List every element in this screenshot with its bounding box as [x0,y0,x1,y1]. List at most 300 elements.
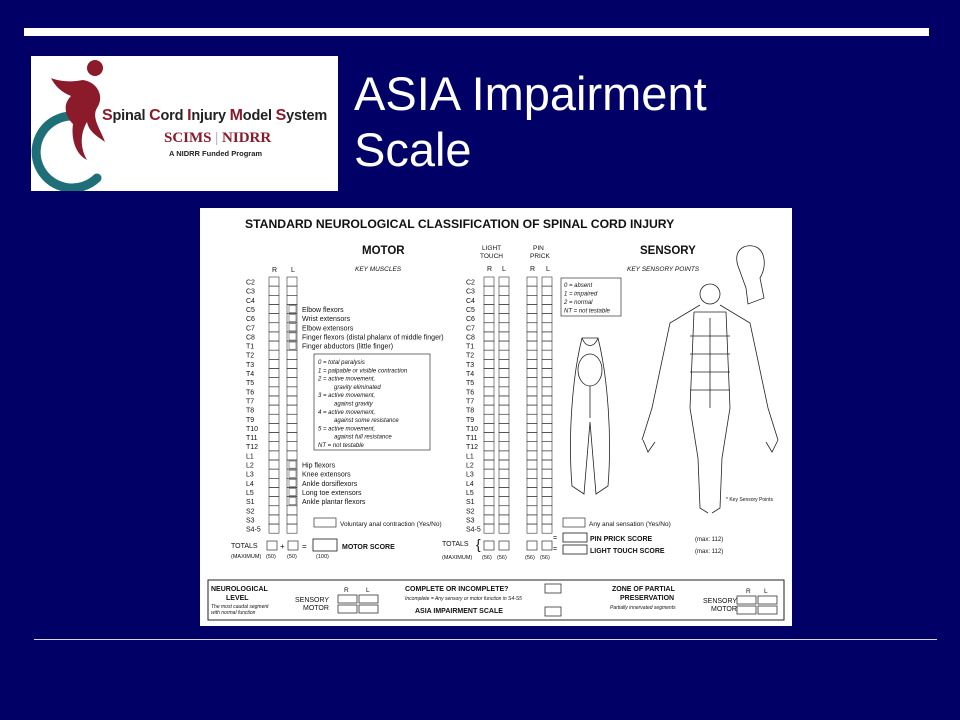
sensory-box-lt-r-c2[interactable] [484,277,494,286]
svg-text:+: + [280,542,285,551]
sensory-box-pp-l-c2[interactable] [542,277,552,286]
neuro-sensory-label: SENSORY [295,597,330,604]
sensory-box-pp-r-l3[interactable] [527,469,537,478]
sensory-box-pp-l-l2[interactable] [542,460,552,469]
sensory-level-t11: T11 [466,435,478,443]
sensory-box-lt-r-c7[interactable] [484,323,494,332]
sensory-box-pp-r-t4[interactable] [527,369,537,378]
sensory-box-lt-r-l5[interactable] [484,487,494,496]
motor-box-r-l1[interactable] [269,451,279,460]
sensory-box-pp-l-t8[interactable] [542,405,552,414]
sensory-box-lt-l-c5[interactable] [499,304,509,313]
motor-level-l4: L4 [246,480,254,488]
motor-box-l-t9[interactable] [287,414,297,423]
lt-total-l-box[interactable] [499,541,509,550]
sensory-box-pp-l-s2[interactable] [542,506,552,515]
sensory-box-lt-l-s3[interactable] [499,515,509,524]
muscle-label-l2: Hip flexors [302,462,336,470]
motor-box-r-c2[interactable] [269,277,279,286]
motor-total-l-box[interactable] [288,541,298,550]
sensory-level-t5: T5 [466,380,475,388]
neuro-l-label: L [366,587,370,594]
sensory-level-t2: T2 [466,352,475,360]
sensory-level-l2: L2 [466,462,474,470]
sensory-box-lt-l-t12[interactable] [499,442,509,451]
motor-level-t12: T12 [246,444,259,452]
sensory-box-lt-r-t9[interactable] [484,414,494,423]
motor-box-l-c6[interactable] [287,314,297,323]
sensory-box-lt-l-c6[interactable] [499,314,509,323]
motor-box-r-s3[interactable] [269,515,279,524]
sensory-box-pp-l-t7[interactable] [542,396,552,405]
anal-contraction-box[interactable] [314,518,336,527]
motor-box-r-t3[interactable] [269,359,279,368]
sensory-box-pp-l-t6[interactable] [542,387,552,396]
motor-level-s1: S1 [246,499,255,507]
anal-sensation-box[interactable] [563,518,585,527]
sensory-box-pp-l-t4[interactable] [542,369,552,378]
sensory-box-lt-r-s1[interactable] [484,497,494,506]
motor-box-r-t10[interactable] [269,423,279,432]
sensory-max-2: (56) [497,555,507,561]
zone-l-label: L [764,588,768,595]
sensory-legend-line-1: 1 = impaired [564,291,598,298]
sensory-level-c2: C2 [466,279,475,287]
motor-level-t2: T2 [246,352,255,360]
asia-scale-label: ASIA IMPAIRMENT SCALE [415,608,503,615]
muscle-box-l4[interactable] [289,479,296,486]
sensory-box-pp-r-t8[interactable] [527,405,537,414]
motor-box-l-t3[interactable] [287,359,297,368]
motor-level-c8: C8 [246,334,255,342]
sensory-box-lt-l-l1[interactable] [499,451,509,460]
sensory-box-lt-l-t7[interactable] [499,396,509,405]
head-profile-figure [737,246,765,304]
motor-grade-line-10: NT = not testable [318,443,364,449]
sensory-box-pp-l-s1[interactable] [542,497,552,506]
form-svg [200,208,792,626]
sensory-box-pp-l-l1[interactable] [542,451,552,460]
sensory-level-t12: T12 [466,444,479,452]
sensory-totals-label: TOTALS [442,541,469,548]
sensory-box-lt-l-t8[interactable] [499,405,509,414]
sensory-box-pp-l-t5[interactable] [542,378,552,387]
lt-col-r: R [487,266,493,273]
top-rule [24,28,929,36]
svg-text:=: = [302,542,307,551]
sensory-level-t6: T6 [466,389,475,397]
sensory-level-c5: C5 [466,306,475,314]
sensory-box-pp-r-s4-5[interactable] [527,524,537,533]
sensory-maximum-label: (MAXIMUM) [442,555,473,561]
complete-incomplete-box[interactable] [545,584,561,593]
sensory-max-1: (56) [482,555,492,561]
sensory-legend-line-2: 2 = normal [564,300,593,306]
sensory-box-lt-l-c8[interactable] [499,332,509,341]
sensory-box-lt-l-s2[interactable] [499,506,509,515]
zone-sensory-label: SENSORY [703,598,738,605]
sensory-box-lt-l-t4[interactable] [499,369,509,378]
sensory-box-pp-l-l5[interactable] [542,487,552,496]
muscle-box-s1[interactable] [289,498,296,505]
light-touch-max: (max: 112) [695,549,724,555]
sensory-box-pp-l-c7[interactable] [542,323,552,332]
pin-prick-max: (max: 112) [695,537,724,543]
zone-motor-r-box[interactable] [737,606,756,614]
motor-level-t6: T6 [246,389,255,397]
motor-box-r-s4-5[interactable] [269,524,279,533]
sensory-box-pp-l-t3[interactable] [542,359,552,368]
sensory-box-pp-r-c4[interactable] [527,295,537,304]
motor-box-l-t1[interactable] [287,341,297,350]
sensory-box-pp-r-s1[interactable] [527,497,537,506]
motor-total-r-box[interactable] [267,541,277,550]
light-touch-score-box[interactable] [563,545,587,554]
motor-box-l-l2[interactable] [287,460,297,469]
sensory-box-lt-l-l3[interactable] [499,469,509,478]
sensory-box-pp-l-c6[interactable] [542,314,552,323]
sensory-box-pp-l-c5[interactable] [542,304,552,313]
motor-title: MOTOR [362,245,405,257]
muscle-box-t1[interactable] [289,342,296,349]
slide-title [354,66,824,178]
motor-grade-line-9: against full resistance [334,434,392,441]
sensory-box-lt-l-t1[interactable] [499,341,509,350]
pin-prick-score-label: PIN PRICK SCORE [590,536,653,543]
sensory-box-lt-l-t11[interactable] [499,433,509,442]
lt-total-r-box[interactable] [484,541,494,550]
motor-box-l-t6[interactable] [287,387,297,396]
sensory-box-pp-l-c8[interactable] [542,332,552,341]
sensory-level-t4: T4 [466,371,475,378]
zone-motor-l-box[interactable] [758,606,777,614]
asia-scale-box[interactable] [545,607,561,616]
key-sensory-points-label: * Key Sensory Points [726,497,773,503]
motor-box-l-c8[interactable] [287,332,297,341]
motor-box-l-t12[interactable] [287,442,297,451]
sensory-box-lt-r-c6[interactable] [484,314,494,323]
motor-box-r-t5[interactable] [269,378,279,387]
sensory-box-lt-l-s4-5[interactable] [499,524,509,533]
sensory-box-pp-r-c5[interactable] [527,304,537,313]
sensory-box-lt-r-t11[interactable] [484,433,494,442]
motor-box-l-t8[interactable] [287,405,297,414]
sensory-box-pp-r-c7[interactable] [527,323,537,332]
sensory-level-c6: C6 [466,316,475,324]
sensory-box-lt-r-s3[interactable] [484,515,494,524]
motor-box-l-c7[interactable] [287,323,297,332]
sensory-box-pp-l-l4[interactable] [542,478,552,487]
motor-score-box[interactable] [313,539,337,551]
motor-box-r-t8[interactable] [269,405,279,414]
motor-box-l-l3[interactable] [287,469,297,478]
sensory-box-lt-l-l4[interactable] [499,478,509,487]
sensory-box-pp-l-t9[interactable] [542,414,552,423]
motor-level-t7: T7 [246,398,255,406]
motor-box-l-s3[interactable] [287,515,297,524]
light-touch-label-1: LIGHT [482,245,502,252]
sensory-box-lt-l-t3[interactable] [499,359,509,368]
sensory-box-lt-r-c5[interactable] [484,304,494,313]
sensory-box-lt-r-s4-5[interactable] [484,524,494,533]
motor-level-c4: C4 [246,297,255,305]
sensory-box-pp-r-t5[interactable] [527,378,537,387]
motor-score-label: MOTOR SCORE [342,544,395,551]
motor-box-r-l4[interactable] [269,478,279,487]
sensory-box-lt-l-c4[interactable] [499,295,509,304]
motor-box-r-t1[interactable] [269,341,279,350]
light-touch-label-2: TOUCH [480,253,503,260]
motor-level-t1: T1 [246,343,255,351]
muscle-label-s1: Ankle plantar flexors [302,499,366,507]
sensory-box-lt-r-t6[interactable] [484,387,494,396]
motor-grade-line-0: 0 = total paralysis [318,360,365,366]
sensory-box-lt-l-l2[interactable] [499,460,509,469]
sensory-box-pp-r-s2[interactable] [527,506,537,515]
neuro-sensory-l-box[interactable] [359,595,378,603]
sensory-box-lt-l-t6[interactable] [499,387,509,396]
pp-col-r: R [530,266,536,273]
pin-prick-score-box[interactable] [563,533,587,542]
sensory-box-lt-r-t5[interactable] [484,378,494,387]
sensory-box-pp-r-c6[interactable] [527,314,537,323]
motor-box-r-t2[interactable] [269,350,279,359]
sensory-box-lt-l-t10[interactable] [499,423,509,432]
sensory-box-lt-r-t7[interactable] [484,396,494,405]
sensory-box-pp-r-l1[interactable] [527,451,537,460]
muscle-label-c8: Finger flexors (distal phalanx of middle finger) [302,334,444,342]
bottom-rule [34,639,937,640]
motor-totals-label: TOTALS [231,543,258,550]
muscle-box-c8[interactable] [289,333,296,340]
motor-subtitle: KEY MUSCLES [355,266,402,273]
sensory-box-pp-r-t9[interactable] [527,414,537,423]
sensory-box-lt-r-c3[interactable] [484,286,494,295]
sensory-box-lt-r-t2[interactable] [484,350,494,359]
motor-box-l-t4[interactable] [287,369,297,378]
motor-grade-line-3: gravity eliminated [334,384,381,391]
sensory-box-pp-l-t1[interactable] [542,341,552,350]
motor-box-l-s1[interactable] [287,497,297,506]
sensory-box-pp-r-t11[interactable] [527,433,537,442]
neuro-motor-r-box[interactable] [338,605,357,613]
sensory-box-lt-r-l2[interactable] [484,460,494,469]
sensory-box-pp-l-c3[interactable] [542,286,552,295]
motor-box-l-t7[interactable] [287,396,297,405]
sensory-box-lt-l-t2[interactable] [499,350,509,359]
sensory-box-pp-l-t2[interactable] [542,350,552,359]
sensory-level-l3: L3 [466,471,474,479]
muscle-label-t1: Finger abductors (little finger) [302,343,394,351]
motor-box-r-s2[interactable] [269,506,279,515]
motor-box-r-c8[interactable] [269,332,279,341]
sensory-level-s4-5: S4-5 [466,526,481,534]
motor-box-r-t4[interactable] [269,369,279,378]
sensory-box-pp-l-t11[interactable] [542,433,552,442]
muscle-box-l3[interactable] [289,470,296,477]
motor-level-c7: C7 [246,325,255,333]
motor-box-r-c5[interactable] [269,304,279,313]
sensory-box-lt-r-l4[interactable] [484,478,494,487]
sensory-box-lt-l-c7[interactable] [499,323,509,332]
sensory-level-t8: T8 [466,407,475,415]
asia-classification-form [200,208,792,626]
sensory-level-l4: L4 [466,480,474,488]
muscle-label-l4: Ankle dorsiflexors [302,480,358,488]
lower-body-dermatome-figure [570,338,609,494]
motor-grade-line-5: against gravity [334,401,373,408]
sensory-box-lt-l-s1[interactable] [499,497,509,506]
wheelchair-figure-icon [31,56,111,191]
sensory-box-pp-r-l5[interactable] [527,487,537,496]
sensory-box-pp-l-c4[interactable] [542,295,552,304]
pin-prick-label-2: PRICK [530,253,550,260]
sensory-box-lt-r-l1[interactable] [484,451,494,460]
muscle-box-c5[interactable] [289,305,296,312]
lt-col-l: L [502,266,506,273]
sensory-level-c3: C3 [466,288,475,296]
motor-box-r-c4[interactable] [269,295,279,304]
sensory-box-pp-r-l2[interactable] [527,460,537,469]
sensory-box-lt-r-t10[interactable] [484,423,494,432]
sensory-level-t3: T3 [466,361,475,369]
muscle-box-c6[interactable] [289,315,296,322]
muscle-label-l5: Long toe extensors [302,489,362,497]
sensory-box-pp-r-t7[interactable] [527,396,537,405]
neuro-level-label-1: NEUROLOGICAL [211,586,268,593]
anal-sensation-label: Any anal sensation (Yes/No) [589,521,671,528]
motor-box-l-s4-5[interactable] [287,524,297,533]
neuro-motor-l-box[interactable] [359,605,378,613]
sensory-box-lt-l-c3[interactable] [499,286,509,295]
motor-box-r-c6[interactable] [269,314,279,323]
sensory-box-lt-r-s2[interactable] [484,506,494,515]
motor-box-l-c3[interactable] [287,286,297,295]
sensory-box-pp-r-t10[interactable] [527,423,537,432]
sensory-box-lt-r-t8[interactable] [484,405,494,414]
sensory-box-lt-r-t4[interactable] [484,369,494,378]
muscle-box-l2[interactable] [289,461,296,468]
motor-box-r-s1[interactable] [269,497,279,506]
sensory-box-pp-r-c3[interactable] [527,286,537,295]
motor-box-l-s2[interactable] [287,506,297,515]
motor-box-l-c5[interactable] [287,304,297,313]
motor-box-r-t7[interactable] [269,396,279,405]
sensory-box-pp-r-l4[interactable] [527,478,537,487]
sensory-box-pp-r-t2[interactable] [527,350,537,359]
svg-text:=: = [553,546,558,553]
motor-box-l-c4[interactable] [287,295,297,304]
motor-level-t11: T11 [246,435,258,443]
zone-label-2: PRESERVATION [620,595,675,602]
pp-col-l: L [546,266,550,273]
sensory-box-pp-r-t3[interactable] [527,359,537,368]
motor-maximum-label: (MAXIMUM) [231,554,262,560]
svg-text:{: { [476,536,481,552]
motor-box-r-t12[interactable] [269,442,279,451]
motor-level-l3: L3 [246,471,254,479]
motor-box-l-l1[interactable] [287,451,297,460]
sensory-box-pp-r-c2[interactable] [527,277,537,286]
complete-incomplete-label: COMPLETE OR INCOMPLETE? [405,586,509,593]
sensory-box-pp-r-s3[interactable] [527,515,537,524]
motor-box-l-t10[interactable] [287,423,297,432]
muscle-label-l3: Knee extensors [302,471,351,479]
motor-box-r-c3[interactable] [269,286,279,295]
sensory-box-lt-r-t1[interactable] [484,341,494,350]
sensory-box-lt-l-t9[interactable] [499,414,509,423]
motor-max-l: (50) [287,554,297,560]
sensory-box-pp-l-s4-5[interactable] [542,524,552,533]
neuro-motor-label: MOTOR [303,605,329,612]
sensory-level-t7: T7 [466,398,475,406]
motor-box-r-t6[interactable] [269,387,279,396]
sensory-level-c7: C7 [466,325,475,333]
zone-sensory-l-box[interactable] [758,596,777,604]
muscle-box-l5[interactable] [289,488,296,495]
zone-sensory-r-box[interactable] [737,596,756,604]
motor-box-l-l4[interactable] [287,478,297,487]
sensory-subtitle: KEY SENSORY POINTS [627,266,700,273]
zone-desc: Partially innervated segments [610,605,676,611]
motor-box-l-l5[interactable] [287,487,297,496]
sensory-box-lt-l-l5[interactable] [499,487,509,496]
sensory-level-t9: T9 [466,416,475,424]
sensory-box-lt-r-t3[interactable] [484,359,494,368]
sensory-box-pp-l-s3[interactable] [542,515,552,524]
sensory-box-pp-r-c8[interactable] [527,332,537,341]
muscle-label-c7: Elbow extensors [302,325,354,333]
neuro-level-label-2: LEVEL [226,595,249,602]
motor-box-r-c7[interactable] [269,323,279,332]
motor-level-c5: C5 [246,306,255,314]
pp-total-r-box[interactable] [527,541,537,550]
sensory-box-lt-r-t12[interactable] [484,442,494,451]
motor-level-l5: L5 [246,489,254,497]
logo-scims-nidrr: SCIMS | NIDRR [164,130,272,146]
neuro-sensory-r-box[interactable] [338,595,357,603]
sensory-level-s3: S3 [466,517,475,525]
sensory-box-pp-l-t10[interactable] [542,423,552,432]
sensory-box-lt-l-c2[interactable] [499,277,509,286]
sensory-box-pp-l-t12[interactable] [542,442,552,451]
motor-box-l-t2[interactable] [287,350,297,359]
motor-box-r-l5[interactable] [269,487,279,496]
sensory-box-pp-r-t6[interactable] [527,387,537,396]
motor-box-r-l3[interactable] [269,469,279,478]
motor-box-r-l2[interactable] [269,460,279,469]
muscle-box-c7[interactable] [289,324,296,331]
sensory-box-lt-r-l3[interactable] [484,469,494,478]
sensory-level-c4: C4 [466,297,475,305]
muscle-label-c5: Elbow flexors [302,306,344,314]
motor-level-t9: T9 [246,416,255,424]
motor-box-l-t5[interactable] [287,378,297,387]
sensory-box-pp-r-t12[interactable] [527,442,537,451]
sensory-legend-line-0: 0 = absent [564,283,593,289]
sensory-box-lt-l-t5[interactable] [499,378,509,387]
motor-box-r-t9[interactable] [269,414,279,423]
sensory-level-t1: T1 [466,343,475,351]
sensory-box-pp-l-l3[interactable] [542,469,552,478]
sensory-box-lt-r-c8[interactable] [484,332,494,341]
pp-total-l-box[interactable] [542,541,552,550]
sensory-box-pp-r-t1[interactable] [527,341,537,350]
motor-box-l-t11[interactable] [287,433,297,442]
sensory-box-lt-r-c4[interactable] [484,295,494,304]
motor-box-l-c2[interactable] [287,277,297,286]
motor-box-r-t11[interactable] [269,433,279,442]
